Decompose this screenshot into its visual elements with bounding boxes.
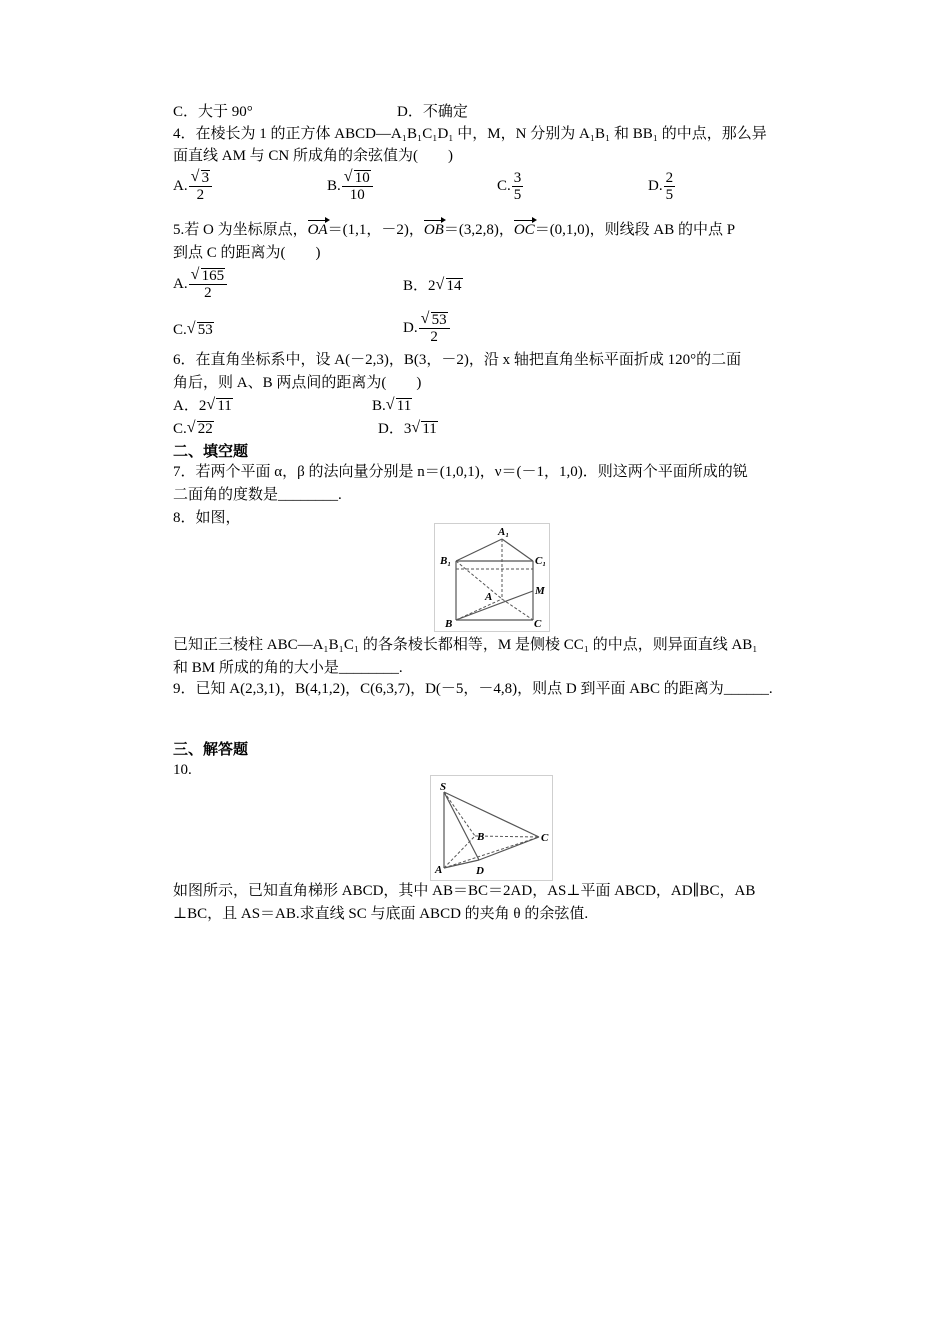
q4-option-d: D. $\frac{2}{5}$	[648, 170, 674, 203]
pyramid-diagram	[431, 776, 552, 880]
label-s: S	[440, 781, 447, 793]
q4-stem-line1: 4．在棱长为 1 的正方体 ABCD—A₁B₁C₁D₁ 中，M，N 分别为 A₁B₁ 和 BB₁ 的中点，那么异	[173, 126, 767, 142]
label-a: A	[485, 591, 493, 603]
label-m: M	[535, 585, 545, 597]
q8-prism-figure	[434, 523, 550, 632]
q8-stem-line2: 已知正三棱柱 ABC—A₁B₁C₁ 的各条棱长都相等，M 是侧棱 CC₁ 的中点，则异面直线 AB₁	[173, 637, 758, 653]
label-b: B	[477, 831, 485, 843]
q6-stem-line1: 6．在直角坐标系中，设 A(－2,3)，B(3，－2)，沿 x 轴把直角坐标平面折成 120°的二面	[173, 352, 742, 368]
q6-option-a: A．2√ 11	[173, 396, 233, 416]
q5-option-b: B．2√ 14	[403, 276, 463, 296]
label-c1: C₁	[535, 555, 547, 567]
q8-stem-line3: 和 BM 所成的角的大小是________.	[173, 660, 403, 676]
q4-option-b: B. √ $\frac{10}{10}$	[327, 170, 373, 203]
q6-option-c: C.√ 22	[173, 419, 214, 439]
q6-option-b: B.√ 11	[372, 396, 412, 416]
label-b: B	[445, 618, 453, 630]
q7-stem-line1: 7．若两个平面 α，β 的法向量分别是 n＝(1,0,1)，ν＝(－1，1,0)．则这两个平面所成的锐	[173, 464, 748, 480]
label-c: C	[534, 618, 542, 630]
label-a1: A₁	[498, 526, 510, 538]
label-c: C	[541, 832, 549, 844]
q3-option-d: D．不确定	[397, 104, 468, 120]
q5-stem-line1: 5.若 O 为坐标原点，OA＝(1,1，－2)，OB＝(3,2,8)，OC＝(0,1,0)，则线段 AB 的中点 P	[173, 222, 736, 238]
q10-pyramid-figure	[430, 775, 553, 881]
section-fill-in-heading: 二、填空题	[173, 442, 249, 460]
q7-stem-line2: 二面角的度数是________.	[173, 487, 342, 503]
prism-diagram	[435, 524, 549, 631]
q5-option-a: A. √ $\frac{165}{2}$	[173, 268, 227, 301]
q5-option-d: D. √ $\frac{53}{2}$	[403, 312, 450, 345]
q10-number: 10.	[173, 762, 192, 778]
q10-stem-line2: ⊥BC，且 AS＝AB.求直线 SC 与底面 ABCD 的夹角 θ 的余弦值.	[173, 906, 589, 922]
q3-option-c: C．大于 90°	[173, 104, 253, 120]
q6-stem-line2: 角后，则 A、B 两点间的距离为( )	[173, 375, 422, 391]
q5-option-c: C.√ 53	[173, 320, 214, 340]
label-d: D	[476, 865, 484, 877]
q4-option-c: C. $\frac{3}{5}$	[497, 170, 522, 203]
q4-option-a: A. √ $\frac{3}{2}$	[173, 170, 212, 203]
section-answer-heading: 三、解答题	[173, 740, 249, 758]
q6-option-d: D．3√ 11	[378, 419, 438, 439]
q5-stem-line2: 到点 C 的距离为( )	[173, 245, 321, 261]
label-b1: B₁	[440, 555, 452, 567]
q9-stem: 9．已知 A(2,3,1)，B(4,1,2)，C(6,3,7)，D(－5，－4,8)，则点 D 到平面 ABC 的距离为______.	[173, 681, 773, 697]
q10-stem-line1: 如图所示，已知直角梯形 ABCD，其中 AB＝BC＝2AD，AS⊥平面 ABCD，AD∥BC，AB	[173, 883, 756, 899]
label-a: A	[435, 864, 443, 876]
q4-stem-line2: 面直线 AM 与 CN 所成角的余弦值为( )	[173, 148, 453, 164]
q8-stem-line1: 8．如图，	[173, 510, 241, 526]
